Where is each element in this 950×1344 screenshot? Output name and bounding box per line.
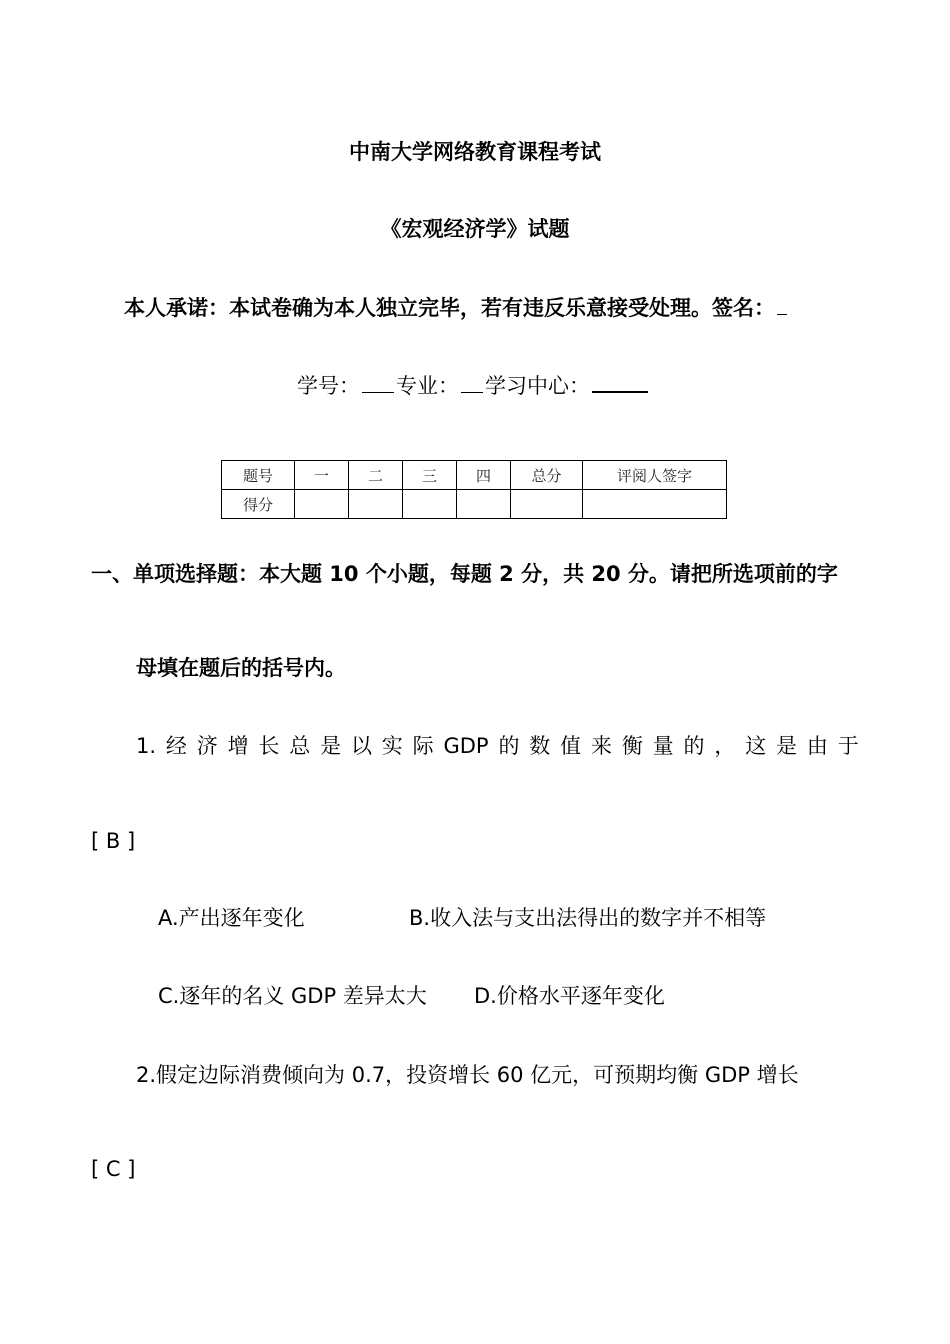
- header-question-number: 题号: [222, 461, 295, 490]
- question-1-stem: [136, 732, 859, 760]
- stem-token: 增: [227, 734, 249, 758]
- stem-token: 经: [165, 734, 187, 758]
- pledge-text: 本人承诺：本试卷确为本人独立完毕，若有违反乐意接受处理。签名：: [124, 296, 775, 320]
- stem-token: 1.: [136, 734, 157, 758]
- stem-token: 济: [196, 734, 218, 758]
- score-cell: [295, 490, 349, 519]
- section1-heading-line1: 一、单项选择题：本大题 10 个小题，每题 2 分，共 20 分。请把所选项前的字: [91, 562, 838, 586]
- score-table-score-row: [222, 490, 727, 519]
- signature-blank: [777, 296, 787, 315]
- score-table: [221, 460, 727, 519]
- header-part-3: 三: [403, 461, 457, 490]
- student-info-line: [297, 372, 650, 400]
- stem-token: 这: [745, 734, 767, 758]
- stem-token: 于: [837, 734, 859, 758]
- pledge-line: [124, 294, 789, 322]
- question-1-answer: [ B ]: [91, 829, 136, 853]
- stem-token: 的: [498, 734, 520, 758]
- score-cell: [511, 490, 583, 519]
- exam-subtitle: 《宏观经济学》试题: [380, 217, 570, 241]
- header-total: 总分: [511, 461, 583, 490]
- header-reviewer-signature: 评阅人签字: [583, 461, 727, 490]
- section1-heading-line2: 母填在题后的括号内。: [136, 656, 346, 680]
- header-part-2: 二: [349, 461, 403, 490]
- question-1-option-b: B.收入法与支出法得出的数字并不相等: [409, 906, 767, 930]
- score-cell: [403, 490, 457, 519]
- student-id-label: 学号：: [297, 374, 360, 398]
- stem-token: 总: [289, 734, 311, 758]
- stem-token: 量: [652, 734, 674, 758]
- student-id-blank: [362, 374, 394, 393]
- stem-token: 的: [683, 734, 705, 758]
- stem-token: 数: [529, 734, 551, 758]
- center-blank: [592, 373, 648, 393]
- question-1-option-a: A.产出逐年变化: [158, 906, 305, 930]
- stem-token: GDP: [443, 734, 489, 758]
- stem-token: ，: [714, 734, 736, 758]
- score-cell: [349, 490, 403, 519]
- major-label: 专业：: [396, 374, 459, 398]
- major-blank: [461, 374, 483, 393]
- center-label: 学习中心：: [485, 374, 590, 398]
- stem-token: 际: [412, 734, 434, 758]
- question-2-answer: [ C ]: [91, 1157, 136, 1181]
- stem-token: 衡: [621, 734, 643, 758]
- score-row-label: 得分: [222, 490, 295, 519]
- question-2-stem: 2.假定边际消费倾向为 0.7，投资增长 60 亿元，可预期均衡 GDP 增长: [136, 1063, 799, 1087]
- stem-token: 是: [776, 734, 798, 758]
- stem-token: 是: [320, 734, 342, 758]
- score-cell: [457, 490, 511, 519]
- stem-token: 长: [258, 734, 280, 758]
- header-part-1: 一: [295, 461, 349, 490]
- question-1-option-d: D.价格水平逐年变化: [474, 984, 665, 1008]
- stem-token: 实: [381, 734, 403, 758]
- score-table-header-row: [222, 461, 727, 490]
- question-1-option-c: C.逐年的名义 GDP 差异太大: [158, 984, 427, 1008]
- score-cell: [583, 490, 727, 519]
- stem-token: 值: [560, 734, 582, 758]
- header-part-4: 四: [457, 461, 511, 490]
- exam-title: 中南大学网络教育课程考试: [349, 140, 601, 164]
- stem-token: 以: [350, 734, 372, 758]
- stem-token: 由: [806, 734, 828, 758]
- stem-token: 来: [590, 734, 612, 758]
